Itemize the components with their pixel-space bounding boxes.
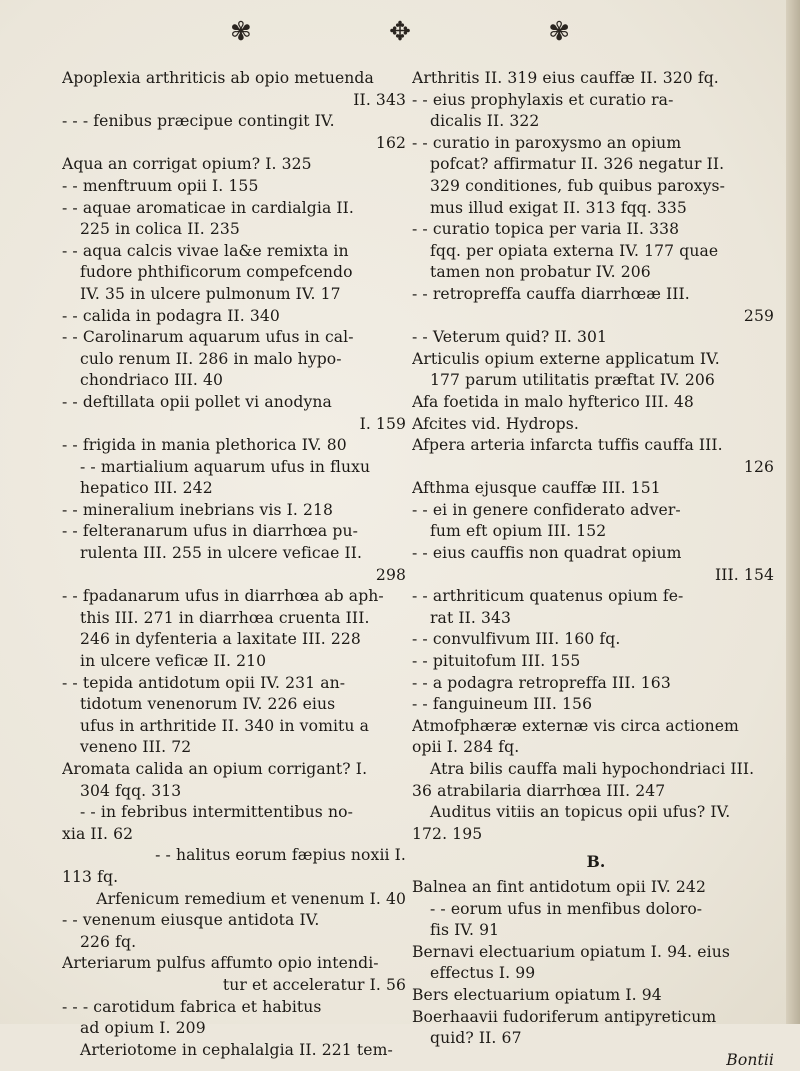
index-line: - - fpadanarum ufus in diarrhœa ab aph- <box>62 587 384 606</box>
index-line: 162 <box>375 133 406 152</box>
index-line: tidotum venenorum IV. 226 eius <box>80 695 336 714</box>
index-line: 246 in dyfenteria a laxitate III. 228 <box>80 630 361 649</box>
index-line: 36 atrabilaria diarrhœa III. 247 <box>412 781 666 800</box>
index-line: 298 <box>375 565 406 584</box>
index-line: 329 conditiones, fub quibus paroxys- <box>430 176 726 195</box>
index-line: - - martialium aquarum ufus in fluxu <box>80 457 371 476</box>
catchword: Bontii <box>726 1050 774 1069</box>
index-line: - - calida in podagra II. 340 <box>62 306 280 325</box>
index-line: - - a podagra retropreffa III. 163 <box>412 673 671 692</box>
index-line: - - eius prophylaxis et curatio ra- <box>412 90 674 109</box>
index-line: quid? II. 67 <box>430 1029 522 1048</box>
index-line: 225 in colica II. 235 <box>80 220 240 239</box>
index-line: - - venenum eiusque antidota IV. <box>62 911 320 930</box>
index-line: - - pituitofum III. 155 <box>412 652 581 671</box>
index-line: culo renum II. 286 in malo hypo- <box>80 349 342 368</box>
index-line: - - aqua calcis vivae la&e remixta in <box>62 241 349 260</box>
left-flower-ornament-icon: ✾ <box>230 17 252 47</box>
index-line: Balnea an fint antidotum opii IV. 242 <box>412 877 706 896</box>
index-line: hepatico III. 242 <box>80 479 213 498</box>
index-line: - - - carotidum fabrica et habitus <box>62 997 322 1016</box>
index-line: Atra bilis cauffa mali hypochondriaci III. <box>430 760 755 778</box>
index-line: Arteriotome in cephalalgia II. 221 tem- <box>80 1040 393 1059</box>
index-column-left <box>62 68 412 1061</box>
index-line: opii I. 284 fq. <box>412 738 520 757</box>
index-line: - - retropreffa cauffa diarrhœæ III. <box>412 284 690 303</box>
index-line: Auditus vitiis an topicus opii ufus? IV. <box>430 803 731 822</box>
index-line: - - halitus eorum fæpius noxii I. <box>155 846 406 865</box>
index-line: rat II. 343 <box>430 608 512 627</box>
index-line: III. 154 <box>715 565 774 584</box>
index-line: mus illud exigat II. 313 fqq. 335 <box>430 198 687 217</box>
index-line: - - ei in genere confiderato adver- <box>412 500 681 519</box>
index-line: Apoplexia arthriticis ab opio metuenda <box>62 69 374 87</box>
index-line: - - eorum ufus in menfibus doloro- <box>430 899 703 918</box>
index-line: chondriaco III. 40 <box>80 371 224 390</box>
index-line: Arfenicum remedium et venenum I. 40 <box>96 889 406 908</box>
center-cross-ornament-icon: ✥ <box>389 17 411 47</box>
index-line: - - convulfivum III. 160 fq. <box>412 630 621 649</box>
index-line: 113 fq. <box>62 867 119 886</box>
index-line: I. 159 <box>359 414 406 433</box>
right-flower-ornament-icon: ✾ <box>548 17 570 47</box>
index-line: Afpera arteria infarcta tuffis cauffa III. <box>412 436 723 455</box>
index-line: Afthma ejusque cauffæ III. 151 <box>412 479 661 498</box>
index-line: - - arthriticum quatenus opium fe- <box>412 587 684 606</box>
index-line: this III. 271 in diarrhœa cruenta III. <box>80 608 370 627</box>
index-line: Atmofphæræ externæ vis circa actionem <box>412 716 739 735</box>
index-line: Articulis opium externe applicatum IV. <box>412 349 720 368</box>
index-line: ufus in arthritide II. 340 in vomitu a <box>80 716 370 735</box>
index-line: - - eius cauffis non quadrat opium <box>412 544 682 563</box>
index-line: in ulcere veficæ II. 210 <box>80 652 267 671</box>
index-line: Afcites vid. Hydrops. <box>412 414 579 433</box>
index-line: dicalis II. 322 <box>430 112 540 131</box>
index-line: rulenta III. 255 in ulcere veficae II. <box>80 544 363 563</box>
index-line: fudore phthificorum compefcendo <box>80 263 353 282</box>
index-line: 172. 195 <box>412 824 483 843</box>
index-line: - - in febribus intermittentibus no- <box>80 803 353 822</box>
index-line: veneno III. 72 <box>80 738 192 757</box>
index-line: - - fanguineum III. 156 <box>412 695 593 714</box>
index-line: - - curatio topica per varia II. 338 <box>412 220 680 239</box>
page-edge-shadow <box>786 0 800 1024</box>
index-line: Aqua an corrigat opium? I. 325 <box>62 155 312 174</box>
index-line: Afa foetida in malo hyfterico III. 48 <box>412 392 694 411</box>
index-line: fqq. per opiata externa IV. 177 quae <box>430 241 719 260</box>
index-line: - - Veterum quid? II. 301 <box>412 328 608 347</box>
index-line: 259 <box>743 306 774 325</box>
index-line: Bers electuarium opiatum I. 94 <box>412 985 662 1004</box>
header-ornaments <box>230 10 570 54</box>
index-line: - - - fenibus præcipue contingit IV. <box>62 112 335 131</box>
index-line: Bernavi electuarium opiatum I. 94. eius <box>412 942 730 961</box>
index-line: effectus I. 99 <box>430 964 536 983</box>
section-letter: B. <box>586 852 606 872</box>
index-line: fum eft opium III. 152 <box>430 522 607 541</box>
index-line: 177 parum utilitatis præftat IV. 206 <box>430 371 715 390</box>
index-line: ad opium I. 209 <box>80 1019 206 1038</box>
index-line: fis IV. 91 <box>430 921 500 940</box>
index-column-right <box>412 68 780 1071</box>
index-line: tamen non probatur IV. 206 <box>430 263 651 282</box>
index-line: 226 fq. <box>80 932 137 951</box>
index-line: - - curatio in paroxysmo an opium <box>412 133 682 152</box>
index-line: - - Carolinarum aquarum ufus in cal- <box>62 328 354 347</box>
index-line: - - aquae aromaticae in cardialgia II. <box>62 198 354 217</box>
index-line: - - menftruum opii I. 155 <box>62 176 259 195</box>
index-line: - - deftillata opii pollet vi anodyna <box>62 392 332 411</box>
index-line: - - frigida in mania plethorica IV. 80 <box>62 436 347 455</box>
index-line: - - mineralium inebrians vis I. 218 <box>62 500 334 519</box>
index-line: II. 343 <box>353 90 406 109</box>
index-line: 126 <box>743 457 774 476</box>
index-line: pofcat? affirmatur II. 326 negatur II. <box>430 155 725 174</box>
index-line: xia II. 62 <box>62 824 134 843</box>
index-line: Aromata calida an opium corrigant? I. <box>62 760 368 778</box>
index-line: Boerhaavii fudoriferum antipyreticum <box>412 1007 717 1026</box>
index-line: - - felteranarum ufus in diarrhœa pu- <box>62 522 358 541</box>
index-line: Arteriarum pulfus affumto opio intendi- <box>62 954 379 973</box>
index-line: Arthritis II. 319 eius cauffæ II. 320 fq. <box>412 69 719 87</box>
index-line: IV. 35 in ulcere pulmonum IV. 17 <box>80 284 341 303</box>
index-line: tur et acceleratur I. 56 <box>222 975 406 994</box>
index-line: - - tepida antidotum opii IV. 231 an- <box>62 673 346 692</box>
index-line: 304 fqq. 313 <box>80 781 182 800</box>
